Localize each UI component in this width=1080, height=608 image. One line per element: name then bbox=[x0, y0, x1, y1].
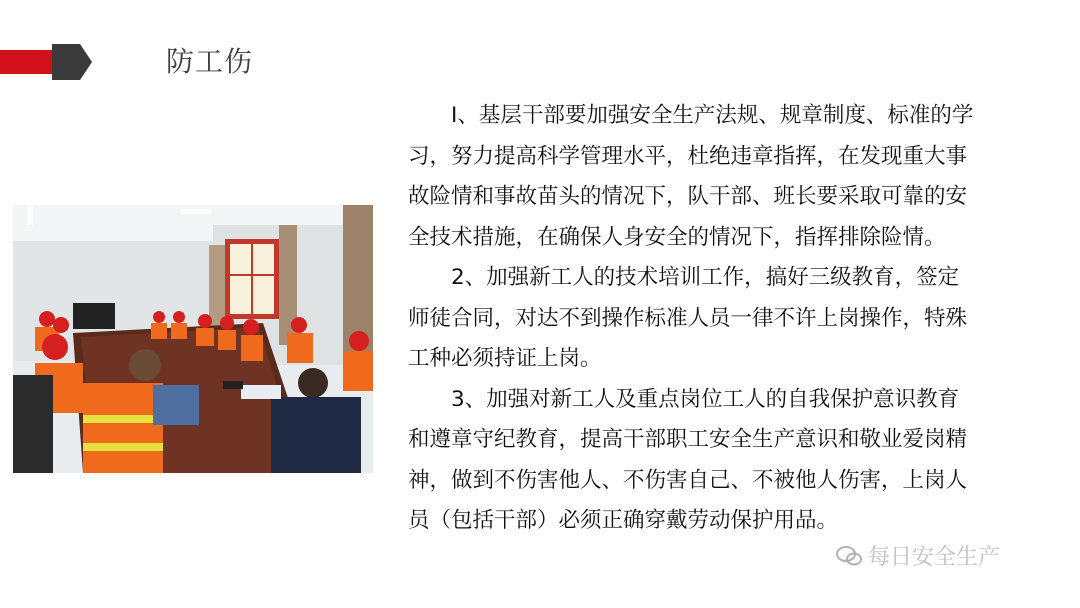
slide-title: 防工伤 bbox=[166, 45, 254, 78]
paragraph-1: Ⅰ、基层干部要加强安全生产法规、规章制度、标准的学习，努力提高科学管理水平，杜绝违章指挥，在发现重大事故险情和事故苗头的情况下，队干部、班长要采取可靠的安全技术措施，在确保人身安全的情况下，指挥排除险情。 bbox=[408, 103, 974, 250]
meeting-photo bbox=[13, 205, 373, 473]
paragraph-2: 2、加强新工人的技术培训工作，搞好三级教育，签定师徒合同，对达不到操作标准人员一律不许上岗操作，特殊工种必须持证上岗。 bbox=[408, 265, 968, 371]
watermark-text: 每日安全生产 bbox=[868, 545, 1001, 570]
wechat-icon bbox=[836, 545, 862, 567]
paragraph-3: 3、加强对新工人及重点岗位工人的自我保护意识教育和遵章守纪教育，提高干部职工安全生产意识和敬业爱岗精神，做到不伤害他人、不伤害自己、不被他人伤害，上岗人员（包括干部）必须正确穿戴劳动保护用品。 bbox=[408, 386, 968, 533]
header-arrow-bar bbox=[0, 44, 92, 80]
watermark bbox=[836, 540, 1000, 571]
header-arrow-icon bbox=[0, 44, 92, 80]
body-text bbox=[408, 96, 978, 542]
